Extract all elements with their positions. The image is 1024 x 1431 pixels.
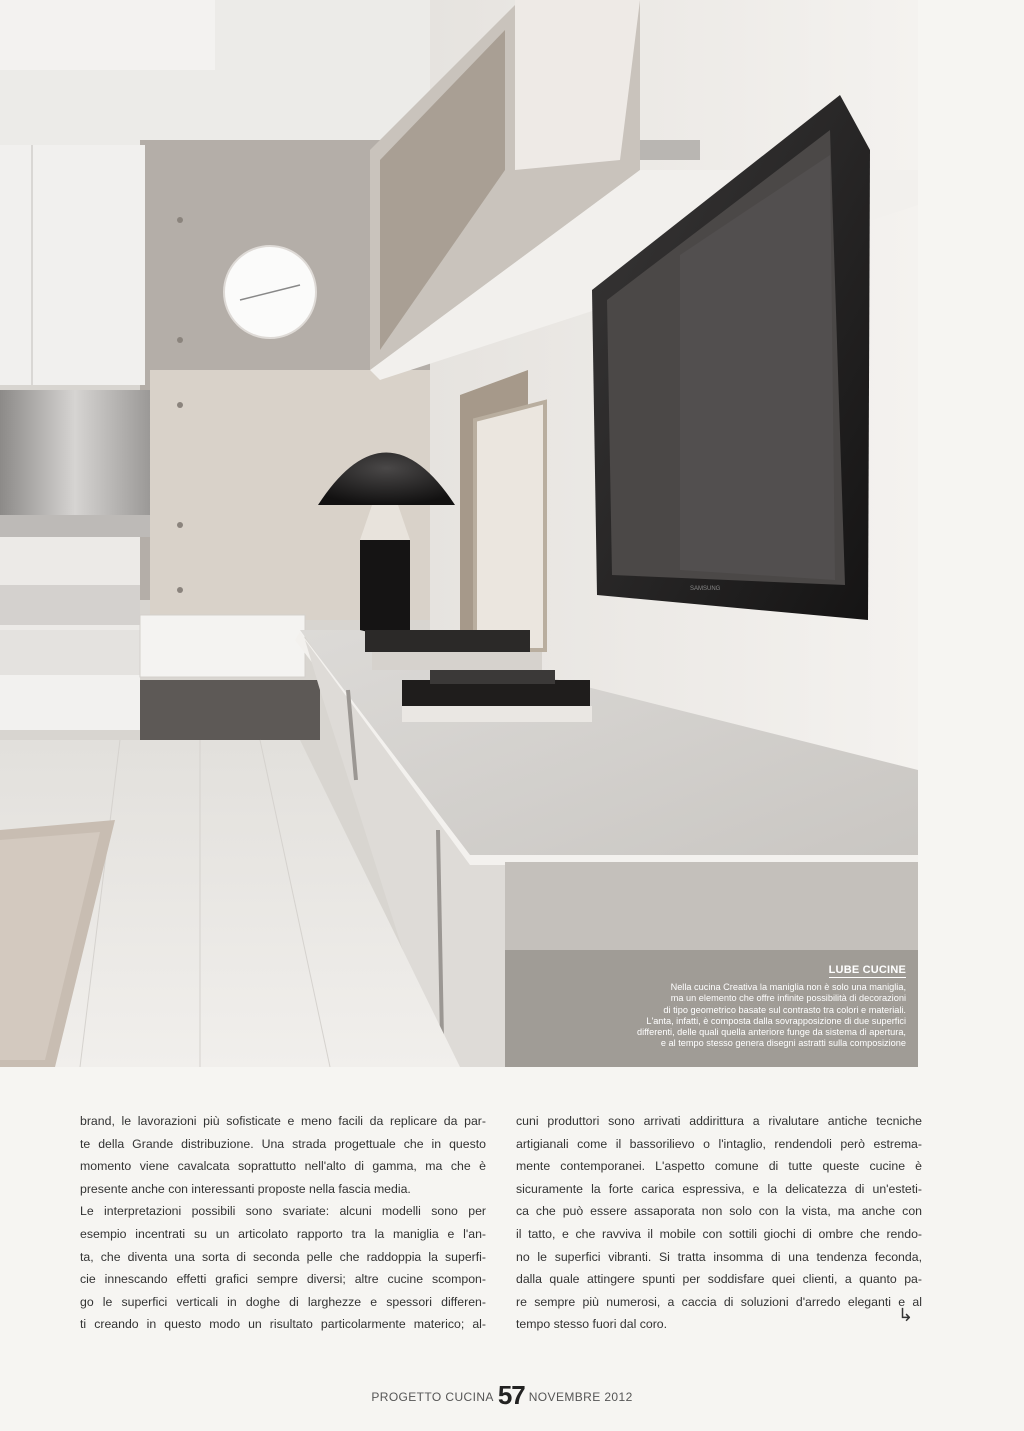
body-text-right-column xyxy=(516,1110,922,1336)
body-text-line: mente contemporanei. L'aspetto comune di tutte queste cucine è xyxy=(516,1159,922,1174)
body-text-line: Le interpretazioni possibili sono svariate: alcuni modelli sono per xyxy=(80,1204,486,1219)
body-text-line: brand, le lavorazioni più sofisticate e meno facili da replicare da par- xyxy=(80,1114,486,1128)
magazine-name: PROGETTO CUCINA xyxy=(371,1390,494,1404)
body-text-line: ca che può essere assaporata non solo con la vista, ma anche con xyxy=(516,1204,922,1219)
caption-line: di tipo geometrico basate sul contrasto tra colori e materiali. xyxy=(663,1004,906,1015)
body-text-line: artigianali come il bassorilievo o l'intaglio, rendendoli però estrema- xyxy=(516,1136,922,1151)
caption-line: differenti, delle quali quella anteriore funge da sistema di apertura, xyxy=(637,1027,906,1038)
caption-line: L'anta, infatti, è composta dalla sovrapposizione di due superfici xyxy=(646,1015,906,1026)
issue-date: NOVEMBRE 2012 xyxy=(528,1390,633,1404)
body-text-line: il tatto, e che ravviva il mobile con sottili giochi di ombre che rendo- xyxy=(516,1226,922,1241)
continue-arrow-icon: ↳ xyxy=(898,1305,914,1325)
caption-line: Nella cucina Creativa la maniglia non è solo una maniglia, xyxy=(670,982,906,992)
page-footer xyxy=(0,1380,1004,1411)
caption-line: e al tempo stesso genera disegni astratti sulla composizione xyxy=(660,1038,906,1049)
body-text-line: dalla quale attingere spunti per soddisfare quei clienti, a quanto pa- xyxy=(516,1272,922,1287)
photo-caption xyxy=(546,960,906,1050)
caption-title: LUBE CUCINE xyxy=(828,964,906,976)
body-text-line: no le superfici vibranti. Si tratta insomma di una tendenza feconda, xyxy=(516,1249,922,1264)
body-text-line: cie innescando effetti grafici sempre diversi; altre cucine scompon- xyxy=(80,1272,486,1287)
body-text-line: sicuramente la forte carica espressiva, e la delicatezza di un'esteti- xyxy=(516,1181,922,1196)
body-text-line: momento viene cavalcata soprattutto nell'alto di gamma, ma che è xyxy=(80,1159,486,1174)
page-number: 57 xyxy=(497,1380,525,1410)
body-text-line: re sempre più numerosi, a caccia di soluzioni d'arredo eleganti e al xyxy=(516,1294,922,1309)
caption-line: ma un elemento che offre infinite possibilità di decorazioni xyxy=(670,993,906,1004)
body-text-line: cuni produttori sono arrivati addirittura a rivalutare antiche tecniche xyxy=(516,1114,922,1128)
body-text-line: tempo stesso fuori dal coro. xyxy=(516,1317,668,1332)
body-text-line: te della Grande distribuzione. Una strada progettuale che in questo xyxy=(80,1136,486,1151)
body-text-line: go le superfici verticali in doghe di larghezze e spessori differen- xyxy=(80,1294,486,1309)
body-text-line: ta, che diventa una sorta di seconda pelle che raddoppia la superfi- xyxy=(80,1249,486,1264)
body-text-left-column xyxy=(80,1110,486,1336)
body-text-line: ti creando in questo modo un risultato particolarmente materico; al- xyxy=(80,1317,486,1332)
body-text-line: esempio incentrati su un articolato rapporto tra la maniglia e l'an- xyxy=(80,1226,486,1241)
tv-brand-label: SAMSUNG xyxy=(690,586,721,592)
body-text-line: presente anche con interessanti proposte nella fascia media. xyxy=(80,1181,411,1196)
